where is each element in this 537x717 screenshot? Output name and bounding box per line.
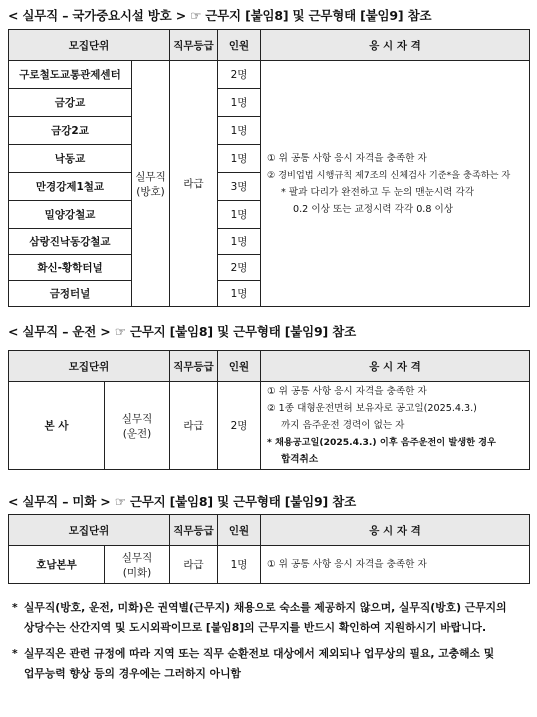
header-qual: 응 시 자 격 [261,351,530,382]
qual-line: ② 1종 대형운전면허 보유자로 공고일(2025.4.3.) [267,403,477,414]
header-count: 인원 [218,515,261,546]
unit-cell: 만경강제1철교 [9,173,132,201]
job-cell [105,546,170,584]
qual-line: ① 위 공통 사항 응시 자격을 충족한 자 [267,152,427,164]
header-qual: 응 시 자 격 [261,30,530,61]
note-item [12,644,522,684]
job-cell [132,61,170,307]
unit-cell: 금강2교 [9,117,132,145]
note-star: * [12,647,18,660]
unit-cell: 삼랑진낙동강철교 [9,229,132,255]
unit-cell: 금정터널 [9,281,132,307]
count-cell: 1명 [218,201,261,229]
qual-line: ② 경비업법 시행규칙 제7조의 신체검사 기준*을 충족하는 자 [267,169,511,181]
unit-cell: 낙동교 [9,145,132,173]
header-grade: 직무등급 [170,30,218,61]
job-line2: (운전) [122,427,152,440]
note-star: * [12,601,18,614]
grade-cell: 라급 [170,546,218,584]
grade-cell: 라급 [170,382,218,470]
count-cell: 2명 [218,255,261,281]
unit-cell: 금강교 [9,89,132,117]
job-cell [105,382,170,470]
section1-header-row [9,30,530,61]
qual-line: 0.2 이상 또는 교정시력 각각 0.8 이상 [293,203,454,215]
count-cell: 1명 [218,145,261,173]
job-line1: 실무직 [135,170,166,183]
grade-cell: 라급 [170,61,218,307]
header-grade: 직무등급 [170,351,218,382]
qual-line: 까지 음주운전 경력이 없는 자 [281,420,405,431]
section2-title: < 실무직 – 운전 > ☞ 근무지 [붙임8] 및 근무형태 [붙임9] 참조 [8,324,356,339]
table-row [9,546,530,584]
qual-line: ① 위 공통 사항 응시 자격을 충족한 자 [267,559,427,570]
unit-cell: 밀양강철교 [9,201,132,229]
job-line2: (미화) [122,566,152,579]
note-text: 실무직(방호, 운전, 미화)은 권역별(근무지) 채용으로 숙소를 제공하지 않으며, 실무직(방호) 근무지의 상당수는 산간지역 및 도시외곽이므로 [붙임8]의 근무지를 반드시 확인하여 지원하시기 바랍니다. [24,601,507,634]
qual-cell [261,61,530,307]
job-line1: 실무직 [121,551,153,564]
count-cell: 1명 [218,89,261,117]
table-row [9,61,530,89]
qual-line: 합격취소 [281,454,319,465]
count-cell: 2명 [218,61,261,89]
section2-header-row [9,351,530,382]
qual-cell [261,546,530,584]
count-cell: 3명 [218,173,261,201]
unit-cell: 구로철도교통관제센터 [9,61,132,89]
count-cell: 1명 [218,117,261,145]
section1-table [8,29,530,307]
unit-cell: 화신-황학터널 [9,255,132,281]
note-text: 실무직은 관련 규정에 따라 지역 또는 직무 순환전보 대상에서 제외되나 업무상의 필요, 고충해소 및 업무능력 향상 등의 경우에는 그러하지 아니함 [24,647,495,680]
note-item [12,598,522,638]
section3-header-row [9,515,530,546]
section2-table [8,350,530,470]
header-unit: 모집단위 [9,30,170,61]
count-cell: 1명 [218,281,261,307]
header-count: 인원 [218,351,261,382]
job-line2: (방호) [136,185,165,198]
header-unit: 모집단위 [9,515,170,546]
header-grade: 직무등급 [170,515,218,546]
table-row [9,382,530,470]
header-count: 인원 [218,30,261,61]
count-cell: 1명 [218,229,261,255]
unit-cell: 호남본부 [9,546,105,584]
job-line1: 실무직 [121,412,153,425]
qual-line: ① 위 공통 사항 응시 자격을 충족한 자 [267,386,427,397]
section1-title: < 실무직 – 국가중요시설 방호 > ☞ 근무지 [붙임8] 및 근무형태 [붙임9] 참조 [8,8,432,23]
notes [12,598,522,690]
qual-cell [261,382,530,470]
count-cell: 2명 [218,382,261,470]
count-cell: 1명 [218,546,261,584]
header-qual: 응 시 자 격 [261,515,530,546]
section3-table [8,514,530,584]
qual-line: * 채용공고일(2025.4.3.) 이후 음주운전이 발생한 경우 [267,437,496,448]
qual-line: * 팔과 다리가 완전하고 두 눈의 맨눈시력 각각 [281,186,474,198]
header-unit: 모집단위 [9,351,170,382]
unit-cell: 본 사 [9,382,105,470]
section3-title: < 실무직 – 미화 > ☞ 근무지 [붙임8] 및 근무형태 [붙임9] 참조 [8,494,356,509]
